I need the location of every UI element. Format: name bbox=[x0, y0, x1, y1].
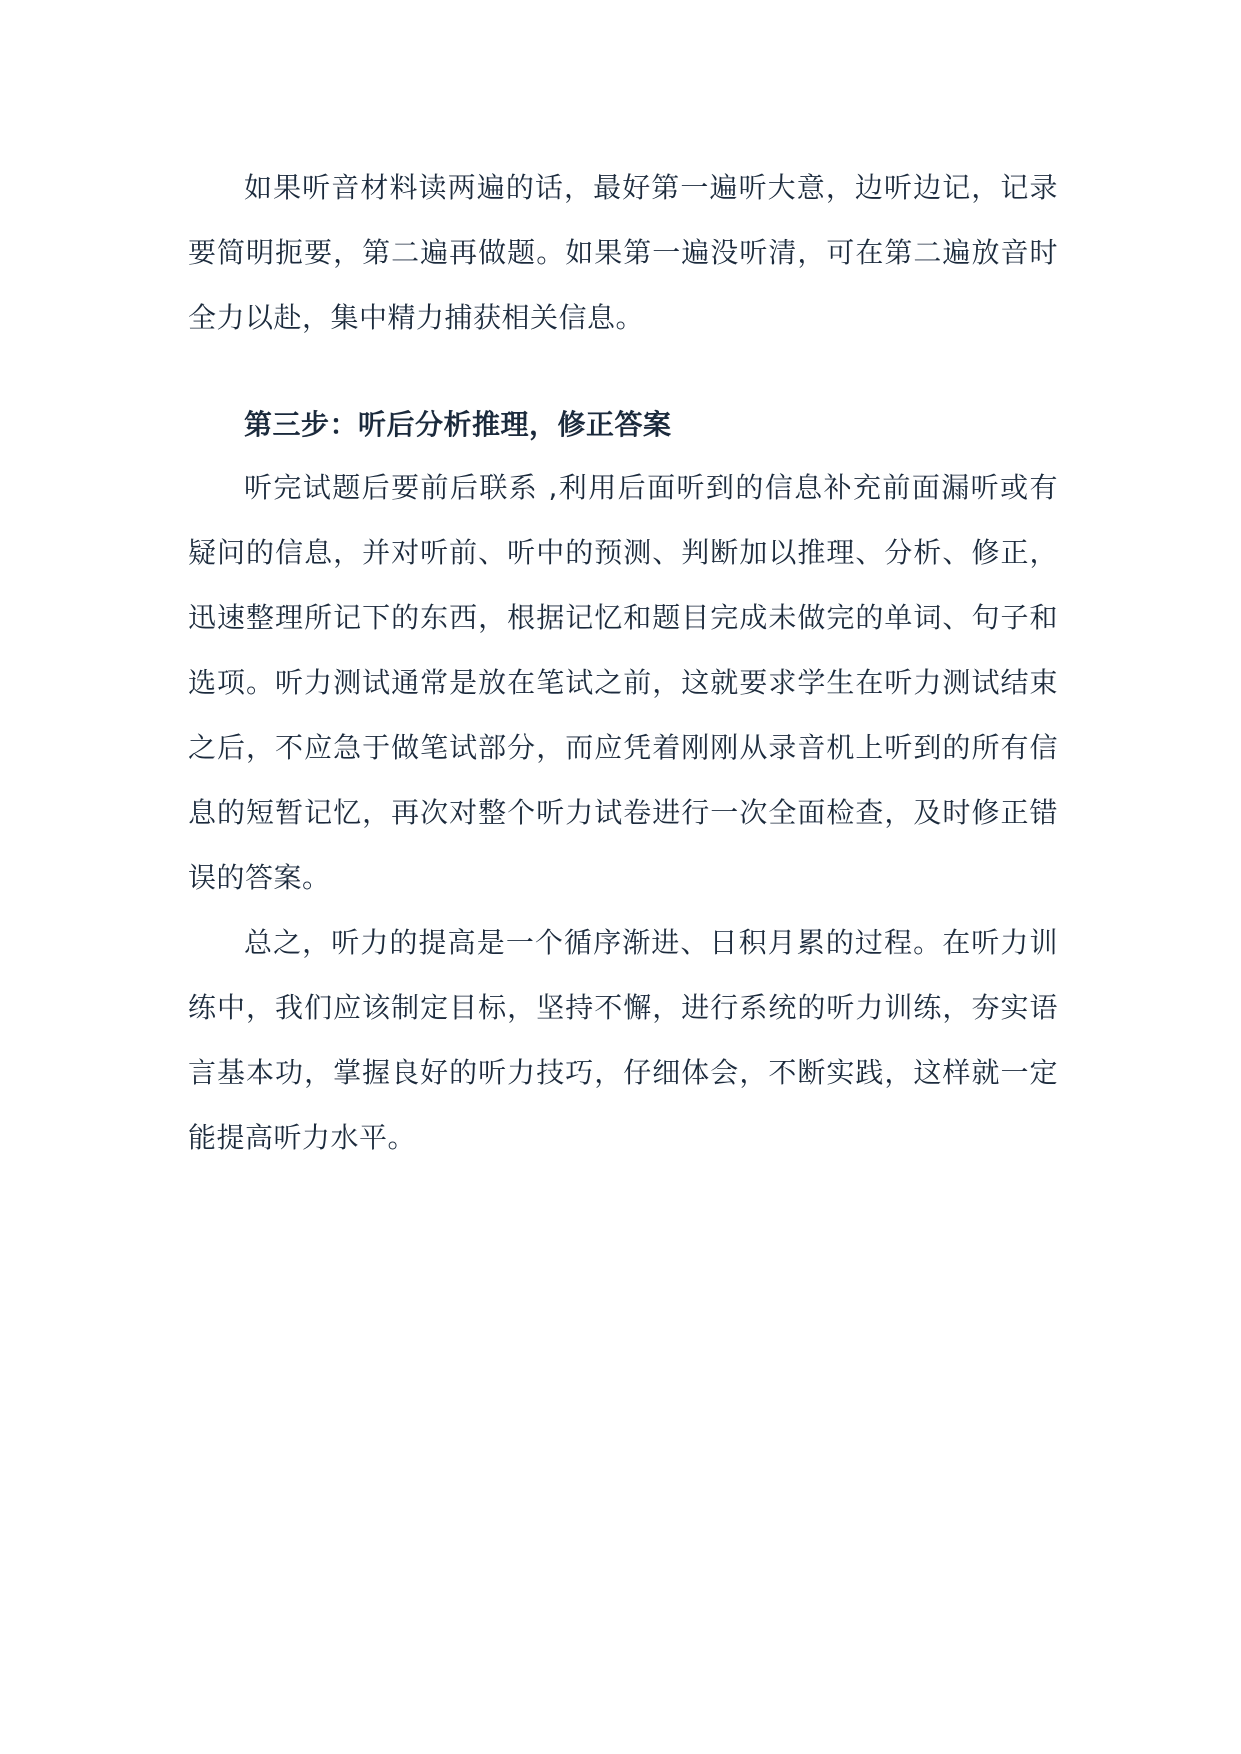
document-page bbox=[188, 155, 1058, 1170]
paragraph-listening-twice: 如果听音材料读两遍的话，最好第一遍听大意，边听边记，记录要简明扼要，第二遍再做题。如果第一遍没听清，可在第二遍放音时全力以赴，集中精力捕获相关信息。 bbox=[188, 171, 1058, 334]
paragraph-conclusion: 总之，听力的提高是一个循序渐进、日积月累的过程。在听力训练中，我们应该制定目标，坚持不懈，进行系统的听力训练，夯实语言基本功，掌握良好的听力技巧，仔细体会，不断实践，这样就一定能提高听力水平。 bbox=[188, 926, 1058, 1154]
paragraph-gap bbox=[188, 350, 1058, 395]
paragraph-post-listening-analysis: 听完试题后要前后联系 ,利用后面听到的信息补充前面漏听或有疑问的信息，并对听前、听中的预测、判断加以推理、分析、修正，迅速整理所记下的东西，根据记忆和题目完成未做完的单词、句子和选项。听力测试通常是放在笔试之前，这就要求学生在听力测试结束之后，不应急于做笔试部分，而应凭着刚刚从录音机上听到的所有信息的短暂记忆，再次对整个听力试卷进行一次全面检查，及时修正错误的答案。 bbox=[188, 471, 1058, 894]
section-heading-step-three: 第三步：听后分析推理，修正答案 bbox=[244, 408, 672, 441]
